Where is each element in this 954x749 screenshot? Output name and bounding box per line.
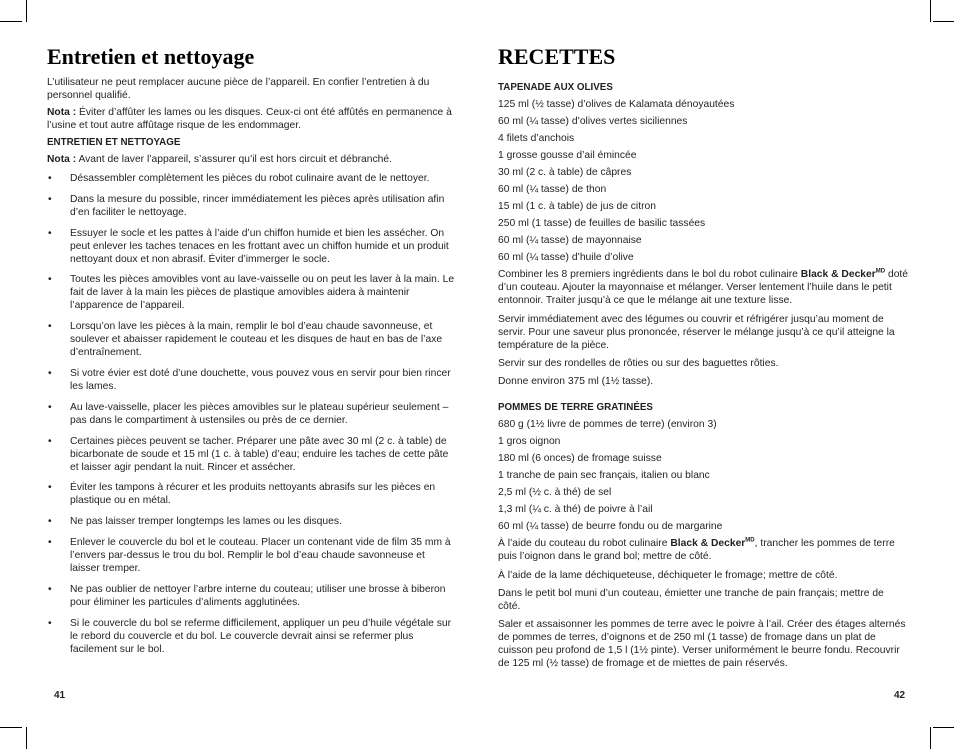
step-text: , trancher les pommes de terre puis l’oignon dans le grand bol; mettre de côté. bbox=[498, 538, 895, 563]
left-page bbox=[47, 44, 457, 663]
step-text: À l’aide du couteau du robot culinaire bbox=[498, 538, 671, 550]
recipe-step: À l’aide de la lame déchiqueteuse, déchiqueter le fromage; mettre de côté. bbox=[498, 569, 838, 581]
intro-text: L’utilisateur ne peut remplacer aucune pièce de l’appareil. En confier l’entretien à du personnel qualifié. bbox=[47, 77, 430, 101]
ingredient: 2,5 ml (½ c. à thé) de sel bbox=[498, 487, 612, 499]
ingredient: 1,3 ml (¼ c. à thé) de poivre à l’ail bbox=[498, 504, 653, 516]
recipe-title: POMMES DE TERRE GRATINÉES bbox=[498, 402, 653, 414]
recipe-step bbox=[498, 268, 908, 307]
page-number: 42 bbox=[894, 690, 906, 701]
list-item: • Désassembler complètement les pièces du robot culinaire avant de le nettoyer. bbox=[47, 172, 457, 185]
list-item: • Éviter les tampons à récurer et les produits nettoyants abrasifs sur les pièces en plastique ou en métal. bbox=[47, 481, 457, 507]
list-item: • Ne pas laisser tremper longtemps les lames ou les disques. bbox=[47, 515, 457, 528]
ingredient: 60 ml (¼ tasse) de thon bbox=[498, 184, 607, 196]
crop-mark bbox=[930, 0, 931, 22]
section-heading: ENTRETIEN ET NETTOYAGE bbox=[47, 137, 181, 148]
brand-text: Black & Decker bbox=[670, 538, 746, 550]
recipe-title: TAPENADE AUX OLIVES bbox=[498, 82, 613, 93]
list-item: • Toutes les pièces amovibles vont au lave-vaisselle ou on peut les laver à la main. Le fait de laver à la main les pièces de plastique amovibles aidera à maintenir l’apparence de l’appareil. bbox=[47, 273, 457, 312]
ingredient: 125 ml (½ tasse) d’olives de Kalamata dénoyautées bbox=[498, 99, 735, 110]
list-item: • Certaines pièces peuvent se tacher. Préparer une pâte avec 30 ml (2 c. à table) de bicarbonate de soude et 15 ml (1 c. à table) d’eau; enduire les taches de cette pâte et laisser agir pendant la nuit. Rincer et assécher. bbox=[47, 435, 457, 474]
brand-name bbox=[670, 538, 754, 549]
note-paragraph bbox=[47, 106, 457, 132]
crop-mark bbox=[0, 727, 22, 728]
list-item: • Lorsqu’on lave les pièces à la main, remplir le bol d’eau chaude savonneuse, et soulever et abaisser rapidement le couteau et les disques de haut en bas de l’axe d’entraînement. bbox=[47, 320, 457, 359]
page-title: Entretien et nettoyage bbox=[47, 44, 255, 69]
brand-name bbox=[801, 269, 885, 280]
ingredient: 680 g (1½ livre de pommes de terre) (environ 3) bbox=[498, 419, 717, 431]
ingredient: 15 ml (1 c. à table) de jus de citron bbox=[498, 201, 656, 213]
page-number: 41 bbox=[54, 690, 66, 701]
crop-mark bbox=[26, 0, 27, 22]
ingredient: 180 ml (6 onces) de fromage suisse bbox=[498, 453, 662, 465]
note-label: Nota : bbox=[47, 107, 77, 118]
list-item: • Si votre évier est doté d’une douchette, vous pouvez vous en servir pour bien rincer les lames. bbox=[47, 367, 457, 393]
trademark-mark: MD bbox=[745, 537, 755, 544]
recipe-yield: Donne environ 375 ml (1½ tasse). bbox=[498, 376, 654, 388]
trademark-mark: MD bbox=[875, 269, 886, 276]
ingredient: 4 filets d’anchois bbox=[498, 133, 575, 145]
list-item: • Ne pas oublier de nettoyer l’arbre interne du couteau; utiliser une brosse à biberon pour éliminer les particules d’aliments agglutinées. bbox=[47, 583, 457, 609]
crop-mark bbox=[933, 21, 954, 22]
ingredient: 1 tranche de pain sec français, italien ou blanc bbox=[498, 470, 710, 482]
crop-mark bbox=[933, 727, 954, 728]
crop-mark bbox=[26, 727, 27, 749]
ingredient: 60 ml (¼ tasse) d’huile d’olive bbox=[498, 252, 634, 264]
page-title: RECETTES bbox=[498, 44, 616, 69]
ingredient: 250 ml (1 tasse) de feuilles de basilic tassées bbox=[498, 218, 706, 230]
note-paragraph bbox=[47, 153, 457, 166]
list-item: • Au lave-vaisselle, placer les pièces amovibles sur le plateau supérieur seulement – pas dans le compartiment à ustensiles ou près de ce dernier. bbox=[47, 401, 457, 427]
cleaning-list bbox=[47, 172, 457, 656]
brand-text: Black & Decker bbox=[800, 269, 876, 281]
list-item: • Dans la mesure du possible, rincer immédiatement les pièces après utilisation afin d’en faciliter le nettoyage. bbox=[47, 193, 457, 219]
ingredient: 30 ml (2 c. à table) de câpres bbox=[498, 167, 632, 179]
ingredient: 60 ml (¼ tasse) d’olives vertes siciliennes bbox=[498, 116, 688, 128]
recipe-step: Servir sur des rondelles de rôties ou sur des baguettes rôties. bbox=[498, 357, 779, 369]
crop-mark bbox=[930, 727, 931, 749]
recipe-step: Dans le petit bol muni d’un couteau, émietter une tranche de pain français; mettre de côté. bbox=[498, 587, 884, 612]
note-label: Nota : bbox=[47, 154, 77, 165]
step-text: Combiner les 8 premiers ingrédients dans le bol du robot culinaire bbox=[498, 269, 801, 281]
ingredient: 1 grosse gousse d’ail émincée bbox=[498, 150, 637, 162]
note-text: Avant de laver l’appareil, s’assurer qu’il est hors circuit et débranché. bbox=[76, 154, 392, 165]
right-page bbox=[498, 44, 908, 675]
ingredient: 1 gros oignon bbox=[498, 436, 561, 448]
recipe-step: Saler et assaisonner les pommes de terre avec le poivre à l’ail. Créer des étages alternés de pommes de terres, d’oignons et de 250 ml (1 tasse) de fromage dans un plat de cuisson peu profond de 1,5 l (1½ pinte). Verser uniformément le beurre fondu. Recouvrir de 125 ml (½ tasse) de fromage et de miettes de pain réservés. bbox=[498, 618, 906, 669]
list-item: • Si le couvercle du bol se referme difficilement, appliquer un peu d’huile végétale sur le rebord du couvercle et du bol. Le couvercle devrait ainsi se refermer plus facilement sur le bol. bbox=[47, 617, 457, 656]
ingredient: 60 ml (¼ tasse) de beurre fondu ou de margarine bbox=[498, 521, 723, 533]
crop-mark bbox=[0, 21, 22, 22]
list-item: • Essuyer le socle et les pattes à l’aide d’un chiffon humide et bien les assécher. On peut enlever les taches tenaces en les frottant avec un chiffon humide et un produit nettoyant doux et non abrasif. Éviter d’immerger le socle. bbox=[47, 227, 457, 266]
list-item: • Enlever le couvercle du bol et le couteau. Placer un contenant vide de film 35 mm à l’envers par-dessus le trou du bol. Remplir le bol d’eau chaude savonneuse et laisser tremper. bbox=[47, 536, 457, 575]
note-text: Éviter d’affûter les lames ou les disques. Ceux-ci ont été affûtés en permanence à l’usine et tout autre affûtage risque de les endommager. bbox=[47, 107, 452, 131]
step-text: doté d’un couteau. Ajouter la mayonnaise et mélanger. Verser lentement l’huile dans le petit entonnoir. Traiter jusqu’à ce que le mélange ait une texture lisse. bbox=[498, 269, 909, 307]
ingredient: 60 ml (¼ tasse) de mayonnaise bbox=[498, 235, 642, 247]
recipe-step bbox=[498, 537, 908, 563]
recipe-step: Servir immédiatement avec des légumes ou couvrir et réfrigérer jusqu’au moment de servir. Pour une saveur plus prononcée, réserver le mélange jusqu’à ce qu’il atteigne la température de la pièce. bbox=[498, 313, 895, 351]
